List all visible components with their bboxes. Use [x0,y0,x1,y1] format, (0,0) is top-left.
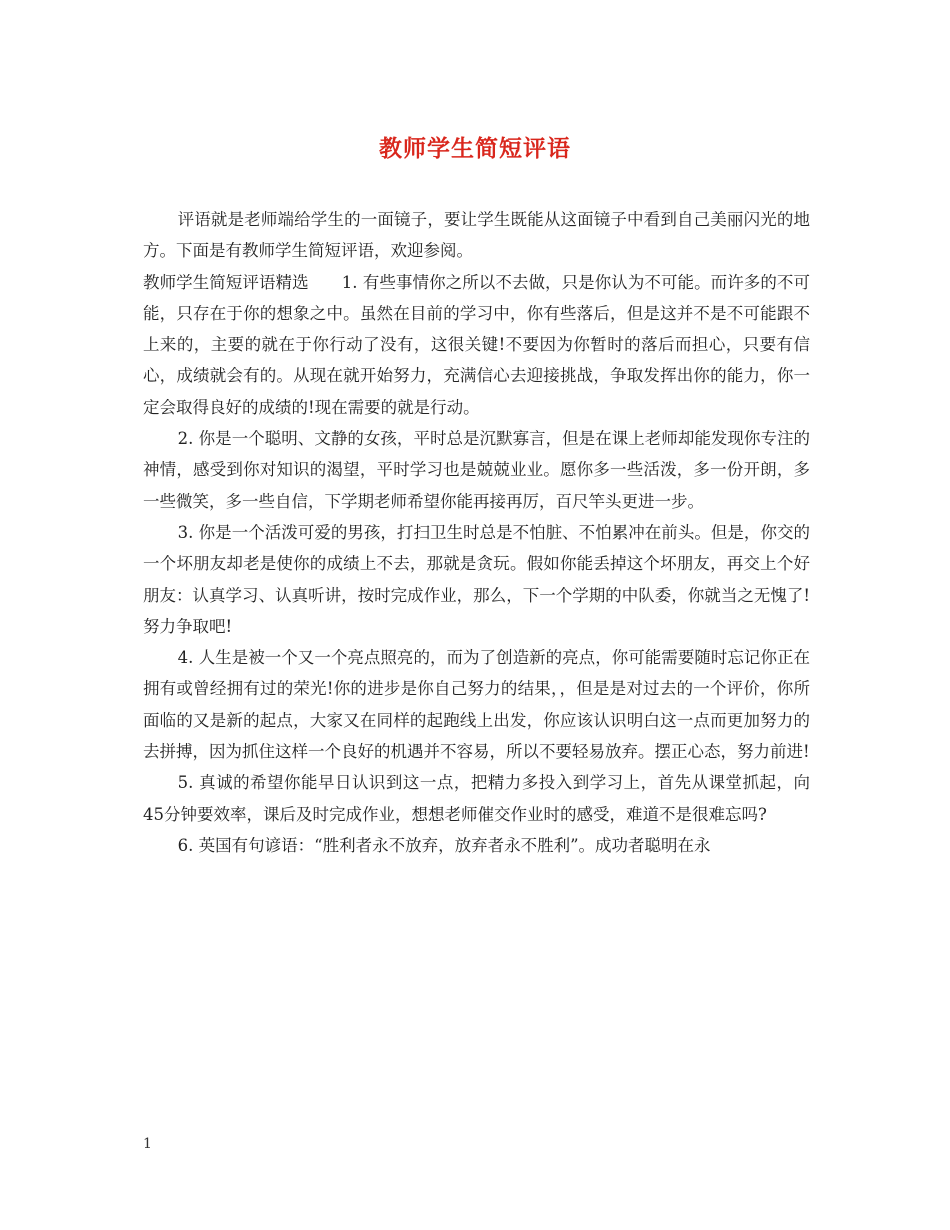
document-body [143,204,810,861]
paragraph-comment-1: 教师学生简短评语精选 1. 有些事情你之所以不去做，只是你认为不可能。而许多的不可能，只存在于你的想象之中。虽然在目前的学习中，你有些落后，但是这并不是不可能跟不上来的，主要的就在于你行动了没有，这很关键!不要因为你暂时的落后而担心，只要有信心，成绩就会有的。从现在就开始努力，充满信心去迎接挑战，争取发挥出你的能力，你一定会取得良好的成绩的!现在需要的就是行动。 [143,272,810,417]
paragraph-comment-3: 3. 你是一个活泼可爱的男孩，打扫卫生时总是不怕脏、不怕累冲在前头。但是，你交的一个坏朋友却老是使你的成绩上不去，那就是贪玩。假如你能丢掉这个坏朋友，再交上个好朋友：认真学习、认真听讲，按时完成作业，那么，下一个学期的中队委，你就当之无愧了!努力争取吧! [143,522,810,636]
paragraph-intro: 评语就是老师端给学生的一面镜子，要让学生既能从这面镜子中看到自己美丽闪光的地方。下面是有教师学生简短评语，欢迎参阅。 [143,210,810,261]
paragraph-comment-6: 6. 英国有句谚语：“胜利者永不放弃，放弃者永不胜利”。成功者聪明在永 [177,835,711,855]
page-title: 教师学生简短评语 [379,135,571,162]
paragraph-comment-4: 4. 人生是被一个又一个亮点照亮的，而为了创造新的亮点，你可能需要随时忘记你正在拥有或曾经拥有过的荣光!你的进步是你自己努力的结果，，但是是对过去的一个评价，你所面临的又是新的起点，大家又在同样的起跑线上出发，你应该认识明白这一点而更加努力的去拼搏，因为抓住这样一个良好的机遇并不容易，所以不要轻易放弃。摆正心态，努力前进! [143,648,810,762]
paragraph-comment-5: 5. 真诚的希望你能早日认识到这一点，把精力多投入到学习上，首先从课堂抓起，向45分钟要效率，课后及时完成作业，想想老师催交作业时的感受，难道不是很难忘吗? [143,773,810,824]
page-number: 1 [143,1136,152,1152]
paragraph-comment-2: 2. 你是一个聪明、文静的女孩，平时总是沉默寡言，但是在课上老师却能发现你专注的神情，感受到你对知识的渴望，平时学习也是兢兢业业。愿你多一些活泼，多一份开朗，多一些微笑，多一些自信，下学期老师希望你能再接再厉，百尺竿头更进一步。 [143,429,810,511]
